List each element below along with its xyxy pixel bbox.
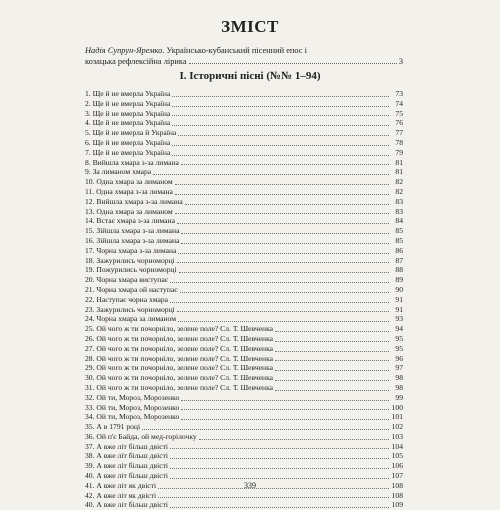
- toc-entry[interactable]: [85, 363, 403, 373]
- dot-leader: [153, 174, 389, 175]
- toc-entry[interactable]: [85, 491, 403, 501]
- toc-entry[interactable]: [85, 373, 403, 383]
- toc-entry-title: 21. Чорна хмара ой наступає: [85, 284, 178, 294]
- dot-leader: [275, 380, 389, 381]
- dot-leader: [177, 311, 389, 312]
- toc-entry-page: 95: [395, 333, 403, 343]
- toc-entry[interactable]: [85, 167, 403, 177]
- dot-leader: [170, 458, 389, 459]
- dot-leader: [172, 106, 389, 107]
- toc-entry-title: 26. Ой чого ж ти почорніло, зелене поле? Сл. Т. Шевченка: [85, 333, 274, 343]
- dot-leader: [181, 243, 389, 244]
- toc-entry-page: 79: [395, 147, 403, 157]
- toc-entry[interactable]: [85, 226, 403, 236]
- preface-author: Надія Супрун-Яремко.: [85, 46, 165, 55]
- toc-entry-page: 101: [391, 412, 403, 422]
- toc-entry[interactable]: [85, 451, 403, 461]
- dot-leader: [170, 448, 389, 449]
- dot-leader: [275, 360, 389, 361]
- toc-entry-title: 31. Ой чого ж ти почорніло, зелене поле? Сл. Т. Шевченка: [85, 382, 274, 392]
- toc-entry-page: 85: [395, 226, 403, 236]
- toc-entry-page: 85: [395, 235, 403, 245]
- toc-entry[interactable]: [85, 285, 403, 295]
- toc-entry-title: 37. А вже літ більш двісті: [85, 441, 169, 451]
- toc-entry-title: 40. А вже літ більш двісті: [85, 500, 169, 510]
- toc-entry-page: 107: [391, 471, 403, 481]
- toc-entry-page: 93: [395, 314, 403, 324]
- toc-entry-title: 41. А вже літ як двісті: [85, 480, 157, 490]
- toc-entry-page: 99: [395, 392, 403, 402]
- toc-entry-page: 103: [391, 431, 403, 441]
- dot-leader: [185, 204, 389, 205]
- toc-entry[interactable]: [85, 393, 403, 403]
- dot-leader: [199, 439, 389, 440]
- toc-entry-page: 75: [395, 108, 403, 118]
- toc-entry-page: 108: [391, 480, 403, 490]
- toc-entry[interactable]: [85, 461, 403, 471]
- toc-entry-title: 9. За лиманом хмара: [85, 167, 152, 177]
- dot-leader: [178, 321, 389, 322]
- toc-entry[interactable]: [85, 275, 403, 285]
- toc-entry-page: 87: [395, 255, 403, 265]
- toc-entry-page: 100: [391, 402, 403, 412]
- toc-entry-page: 89: [395, 275, 403, 285]
- toc-entry-page: 82: [395, 177, 403, 187]
- toc-entry[interactable]: [85, 118, 403, 128]
- toc-entry-title: 15. Зійшла хмара з-за лимана: [85, 226, 180, 236]
- page-number: 339: [244, 481, 256, 490]
- toc-entry[interactable]: [85, 471, 403, 481]
- dot-leader: [178, 253, 389, 254]
- toc-entry[interactable]: [85, 403, 403, 413]
- toc-entry-title: 10. Одна хмара за лиманом: [85, 177, 173, 187]
- toc-entry-title: 32. Ой ти, Мороз, Морозенко: [85, 392, 180, 402]
- toc-entry-title: 38. А вже літ більш двісті: [85, 451, 169, 461]
- toc-entry[interactable]: [85, 383, 403, 393]
- toc-entry-page: 95: [395, 343, 403, 353]
- preface-line-2: [85, 56, 403, 67]
- toc-entry-title: 27. Ой чого ж ти почорніло, зелене поле? Сл. Т. Шевченка: [85, 343, 274, 353]
- dot-leader: [170, 468, 389, 469]
- dot-leader: [172, 155, 389, 156]
- toc-entry-title: 36. Ой п'є Байда, ой мед-горілочку: [85, 431, 197, 441]
- toc-entry-title: 30. Ой чого ж ти почорніло, зелене поле? Сл. Т. Шевченка: [85, 373, 274, 383]
- dot-leader: [275, 351, 389, 352]
- dot-leader: [275, 341, 389, 342]
- toc-entry-title: 12. Вийшла хмара з-за лимана: [85, 196, 183, 206]
- toc-entry-page: 83: [395, 206, 403, 216]
- toc-entry[interactable]: [85, 187, 403, 197]
- preface-title-line-1: Українсько-кубанський пісенний епос і: [166, 46, 307, 55]
- dot-leader: [177, 262, 389, 263]
- toc-entry-title: 28. Ой чого ж ти почорніло, зелене поле? Сл. Т. Шевченка: [85, 353, 274, 363]
- toc-entry-title: 11. Одна хмара з-за лимана: [85, 186, 173, 196]
- toc-entry-page: 81: [395, 167, 403, 177]
- toc-entry[interactable]: [85, 324, 403, 334]
- page-heading: ЗМІСТ: [221, 17, 279, 36]
- preface-title-line-2: козацька рефлексійна лірика: [85, 57, 187, 66]
- toc-entry[interactable]: [85, 265, 403, 275]
- dot-leader: [275, 390, 389, 391]
- toc-entry-title: 23. Зажурились чорноморці: [85, 304, 175, 314]
- toc-entry[interactable]: [85, 109, 403, 119]
- dot-leader: [179, 272, 389, 273]
- toc-entry[interactable]: [85, 138, 403, 148]
- toc-entry[interactable]: [85, 442, 403, 452]
- dot-leader: [175, 184, 389, 185]
- toc-entry-page: 98: [395, 382, 403, 392]
- toc-entry-title: 40. А вже літ більш двісті: [85, 471, 169, 481]
- toc-entry-page: 83: [395, 196, 403, 206]
- dot-leader: [181, 400, 389, 401]
- toc-entry-page: 109: [391, 500, 403, 510]
- toc-entry-page: 88: [395, 265, 403, 275]
- toc-entry-page: 106: [391, 461, 403, 471]
- toc-entry-page: 77: [395, 128, 403, 138]
- dot-leader: [181, 233, 389, 234]
- toc-entry-title: 6. Ще й не вмерла Україна: [85, 137, 171, 147]
- toc-entry-page: 98: [395, 373, 403, 383]
- dot-leader: [189, 56, 397, 64]
- toc-entry-title: 29. Ой чого ж ти почорніло, зелене поле? Сл. Т. Шевченка: [85, 363, 274, 373]
- toc-entry-title: 13. Одна хмара за лиманом: [85, 206, 173, 216]
- toc-entry[interactable]: [85, 148, 403, 158]
- dot-leader: [170, 478, 389, 479]
- toc-entry-title: 8. Вийшла хмара з-за лимана: [85, 157, 179, 167]
- toc-entry[interactable]: [85, 412, 403, 422]
- dot-leader: [142, 429, 389, 430]
- toc-entry[interactable]: [85, 256, 403, 266]
- toc-entry-page: 74: [395, 98, 403, 108]
- toc-entry[interactable]: [85, 295, 403, 305]
- toc-entry[interactable]: [85, 128, 403, 138]
- toc-entry-title: 22. Наступає чорна хмара: [85, 294, 169, 304]
- toc-entry-title: 33. Ой ти, Мороз, Морозенко: [85, 402, 180, 412]
- toc-entry[interactable]: [85, 246, 403, 256]
- toc-entry-page: 86: [395, 245, 403, 255]
- toc-entry-page: 91: [395, 304, 403, 314]
- toc-entry[interactable]: [85, 344, 403, 354]
- toc-entry[interactable]: [85, 432, 403, 442]
- preface-line-1: [85, 45, 403, 56]
- toc-entry-title: 5. Ще й не вмерла й Україна: [85, 128, 177, 138]
- toc-entry-page: 102: [391, 422, 403, 432]
- dot-leader: [177, 223, 389, 224]
- dot-leader: [275, 370, 389, 371]
- toc-entry-title: 35. А в 1791 році: [85, 422, 141, 432]
- toc-entry-page: 84: [395, 216, 403, 226]
- toc-entry-page: 76: [395, 118, 403, 128]
- dot-leader: [175, 194, 389, 195]
- toc-entry-title: 14. Встає хмара з-за лимана: [85, 216, 175, 226]
- dot-leader: [172, 125, 389, 126]
- toc-entry-title: 4. Ще й не вмерла Україна: [85, 118, 171, 128]
- dot-leader: [158, 497, 389, 498]
- dot-leader: [181, 419, 389, 420]
- toc-entry-title: 42. А вже літ як двісті: [85, 490, 157, 500]
- dot-leader: [170, 282, 389, 283]
- dot-leader: [178, 135, 389, 136]
- toc-entry[interactable]: [85, 500, 403, 510]
- dot-leader: [170, 507, 389, 508]
- dot-leader: [275, 331, 389, 332]
- toc-entry-page: 73: [395, 89, 403, 98]
- toc-entry-title: 19. Пожурились чорноморці: [85, 265, 177, 275]
- dot-leader: [181, 164, 389, 165]
- dot-leader: [172, 96, 389, 97]
- toc-entry[interactable]: [85, 305, 403, 315]
- dot-leader: [181, 409, 389, 410]
- toc-entry[interactable]: [85, 207, 403, 217]
- toc-entry[interactable]: [85, 177, 403, 187]
- toc-entry-title: 25. Ой чого ж ти почорніло, зелене поле? Сл. Т. Шевченка: [85, 324, 274, 334]
- toc-entry[interactable]: [85, 236, 403, 246]
- toc-entry-page: 90: [395, 284, 403, 294]
- toc-entry[interactable]: [85, 216, 403, 226]
- toc-entry-page: 97: [395, 363, 403, 373]
- toc-list: [85, 89, 403, 510]
- toc-entry-page: 91: [395, 294, 403, 304]
- toc-entry[interactable]: [85, 158, 403, 168]
- dot-leader: [170, 302, 389, 303]
- toc-entry[interactable]: [85, 334, 403, 344]
- toc-entry[interactable]: [85, 354, 403, 364]
- toc-entry-title: 34. Ой ти, Мороз, Морозенко: [85, 412, 180, 422]
- toc-entry-title: 18. Зажурились чорноморці: [85, 255, 175, 265]
- toc-entry[interactable]: [85, 89, 403, 99]
- toc-entry-page: 94: [395, 324, 403, 334]
- toc-entry-page: 82: [395, 186, 403, 196]
- toc-entry-title: 39. А вже літ більш двісті: [85, 461, 169, 471]
- toc-entry-page: 81: [395, 157, 403, 167]
- toc-entry-title: 17. Чорна хмара з-за лимана: [85, 245, 177, 255]
- toc-entry-title: 2. Ще й не вмерла Україна: [85, 98, 171, 108]
- toc-entry-title: 16. Зійшла хмара з-за лимана: [85, 235, 180, 245]
- dot-leader: [175, 213, 389, 214]
- toc-entry-page: 104: [391, 441, 403, 451]
- toc-entry-title: 24. Чорна хмара за лиманом: [85, 314, 177, 324]
- section-title: І. Історичні пісні (№№ 1–94): [179, 70, 321, 82]
- toc-entry[interactable]: [85, 197, 403, 207]
- toc-entry[interactable]: [85, 99, 403, 109]
- toc-entry-title: 3. Ще й не вмерла Україна: [85, 108, 171, 118]
- toc-entry-page: 78: [395, 137, 403, 147]
- dot-leader: [180, 292, 389, 293]
- preface-page: 3: [398, 57, 403, 66]
- toc-entry-page: 96: [395, 353, 403, 363]
- preface-entry[interactable]: [85, 45, 403, 67]
- toc-entry-page: 108: [391, 490, 403, 500]
- toc-entry[interactable]: [85, 422, 403, 432]
- toc-entry-page: 105: [391, 451, 403, 461]
- toc-entry-title: 20. Чорна хмара виступає: [85, 275, 168, 285]
- toc-entry-title: 7. Ще й не вмерла Україна: [85, 147, 171, 157]
- toc-entry-title: 1. Ще й не вмерла Україна: [85, 89, 171, 98]
- toc-entry[interactable]: [85, 314, 403, 324]
- dot-leader: [172, 115, 389, 116]
- dot-leader: [172, 145, 389, 146]
